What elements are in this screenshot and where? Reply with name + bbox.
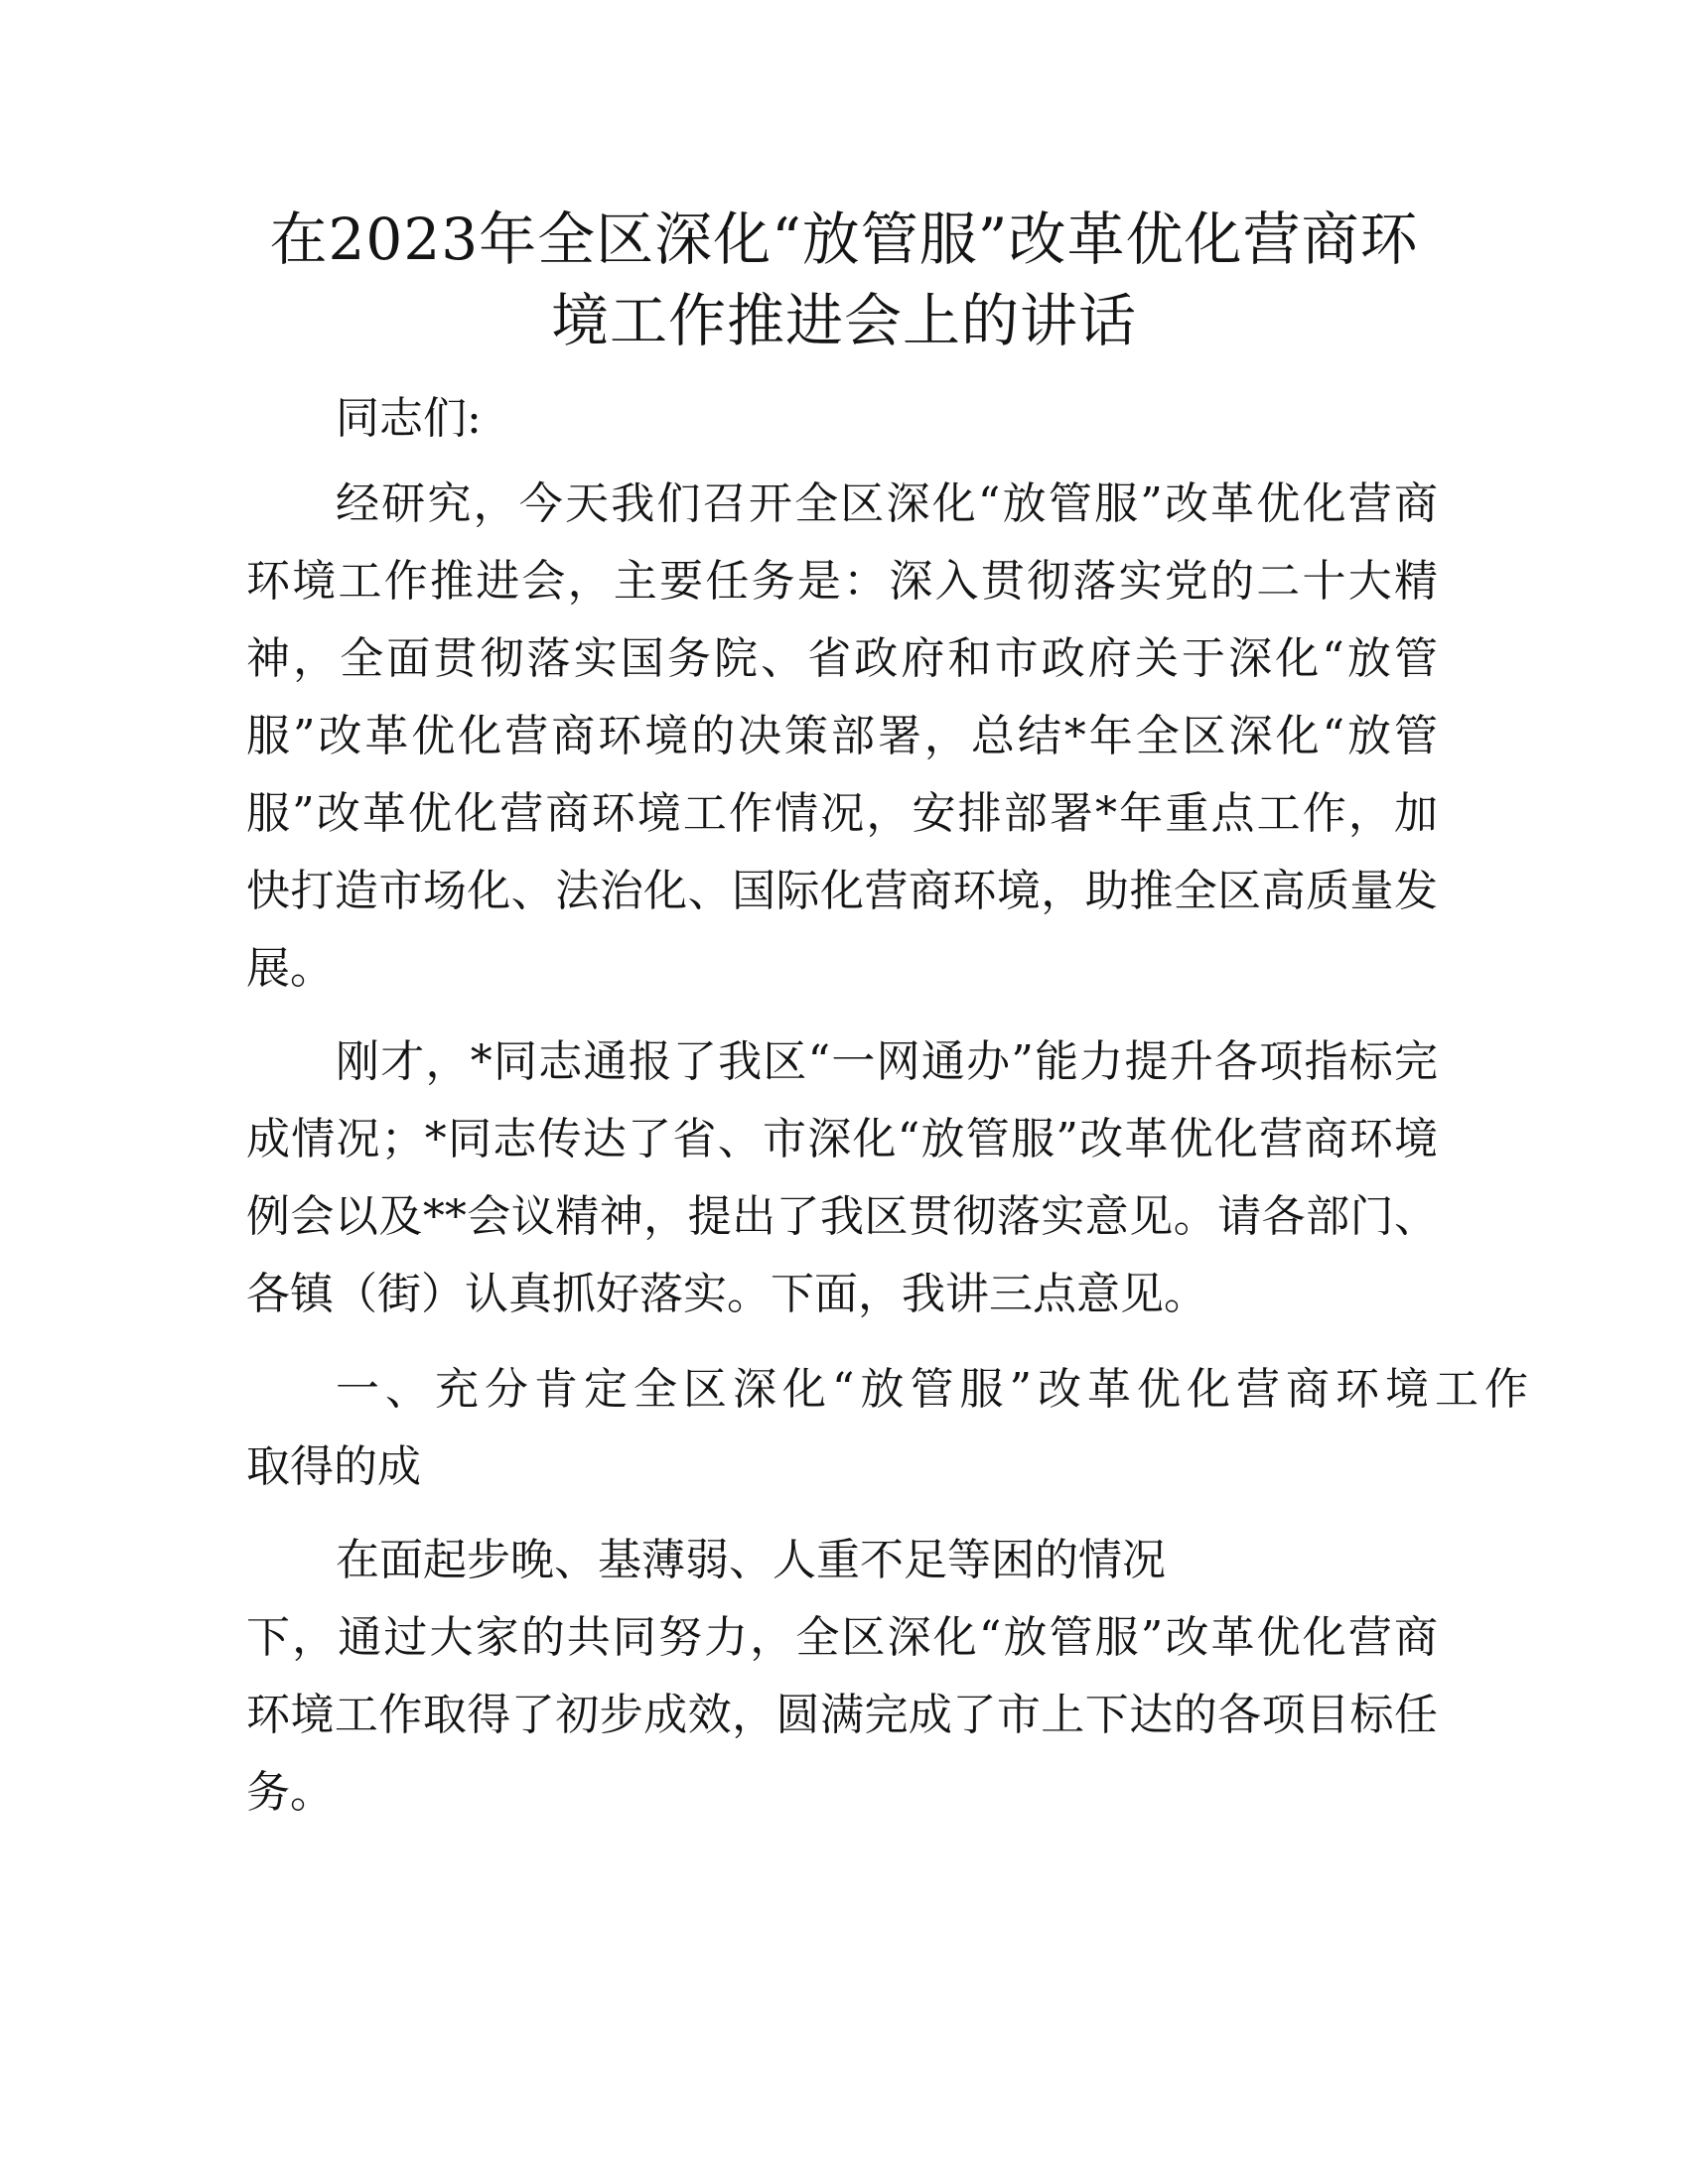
paragraph-line: 在面起步晚、基薄弱、人重不足等困的情况 [336,1535,1166,1585]
paragraph-line: 各镇（街）认真抓好落实。下面，我讲三点意见。 [246,1269,1207,1319]
paragraph-line: 神，全面贯彻落实国务院、省政府和市政府关于深化“放管 [246,633,1438,684]
paragraph-line: 务。 [246,1767,334,1818]
salutation: 同志们: [336,393,482,444]
paragraph-line: 服”改革优化营商环境工作情况，安排部署*年重点工作，加 [246,788,1438,839]
paragraph-line: 环境工作取得了初步成效，圆满完成了市上下达的各项目标任 [246,1690,1438,1740]
paragraph-line: 例会以及**会议精神，提出了我区贯彻落实意见。请各部门、 [246,1191,1438,1242]
paragraph-line: 下，通过大家的共同努力，全区深化“放管服”改革优化营商 [246,1612,1438,1663]
title-line-2: 境工作推进会上的讲话 [550,287,1137,354]
paragraph-line: 成情况；*同志传达了省、市深化“放管服”改革优化营商环境 [246,1114,1438,1164]
paragraph-line: 刚才，*同志通报了我区“一网通办”能力提升各项指标完 [336,1036,1438,1087]
paragraph-line: 快打造市场化、法治化、国际化营商环境，助推全区高质量发 [246,866,1438,916]
paragraph-line: 服”改革优化营商环境的决策部署，总结*年全区深化“放管 [246,711,1438,761]
paragraph-line: 展。 [246,943,334,994]
paragraph-line: 环境工作推进会，主要任务是：深入贯彻落实党的二十大精 [246,556,1438,607]
title-line-1: 在2023年全区深化“放管服”改革优化营商环 [269,205,1419,273]
paragraph-line: 经研究，今天我们召开全区深化“放管服”改革优化营商 [336,478,1438,529]
document-title [228,199,1460,361]
heading-line: 取得的成 [246,1441,421,1492]
heading-line: 一、充分肯定全区深化“放管服”改革优化营商环境工作 [336,1364,1534,1415]
